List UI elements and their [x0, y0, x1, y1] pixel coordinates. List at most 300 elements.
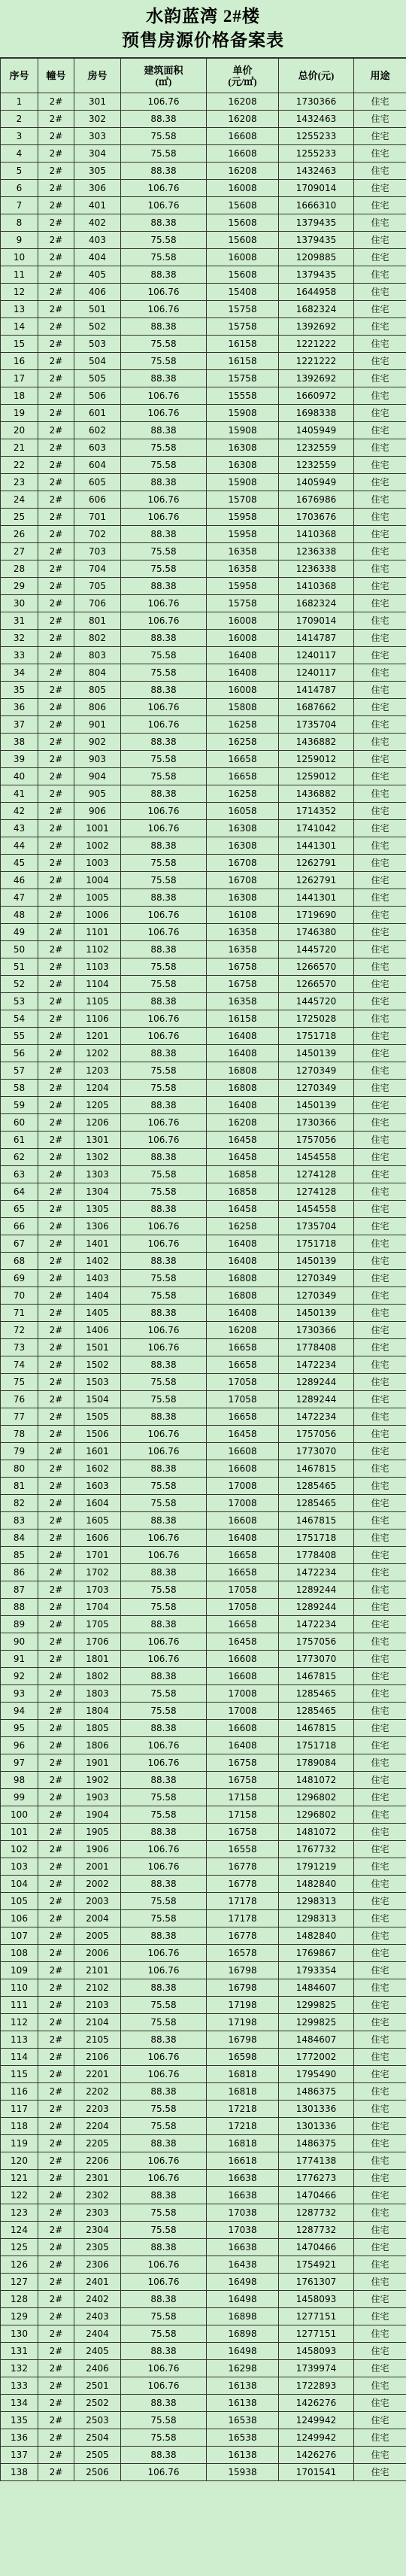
cell-room: 2204: [74, 2118, 121, 2135]
cell-area: 88.38: [121, 1564, 207, 1581]
cell-building: 2#: [38, 1114, 74, 1132]
cell-total: 1467815: [279, 1512, 354, 1530]
cell-price: 16358: [207, 993, 279, 1010]
cell-room: 2503: [74, 2412, 121, 2429]
table-row: [1, 439, 406, 457]
cell-area: 88.38: [121, 785, 207, 803]
cell-total: 1481072: [279, 1824, 354, 1841]
cell-use: 住宅: [354, 976, 406, 993]
cell-seq: 116: [1, 2083, 38, 2101]
cell-use: 住宅: [354, 560, 406, 578]
cell-seq: 98: [1, 1772, 38, 1789]
cell-area: 88.38: [121, 1720, 207, 1737]
table-row: [1, 1530, 406, 1547]
cell-area: 88.38: [121, 1356, 207, 1374]
table-row: [1, 2118, 406, 2135]
cell-area: 106.76: [121, 2066, 207, 2083]
cell-area: 88.38: [121, 266, 207, 284]
cell-total: 1687662: [279, 699, 354, 716]
cell-price: 16578: [207, 1945, 279, 1962]
cell-seq: 125: [1, 2239, 38, 2256]
table-row: [1, 318, 406, 336]
cell-total: 1270349: [279, 1270, 354, 1287]
table-row: [1, 2101, 406, 2118]
cell-area: 75.58: [121, 2014, 207, 2031]
cell-building: 2#: [38, 1772, 74, 1789]
cell-price: 16798: [207, 1979, 279, 1997]
cell-building: 2#: [38, 1703, 74, 1720]
cell-seq: 120: [1, 2152, 38, 2170]
cell-area: 88.38: [121, 2135, 207, 2152]
table-row: [1, 2412, 406, 2429]
cell-total: 1236338: [279, 543, 354, 560]
cell-seq: 87: [1, 1581, 38, 1599]
cell-use: 住宅: [354, 855, 406, 872]
cell-building: 2#: [38, 1512, 74, 1530]
cell-room: 1806: [74, 1737, 121, 1754]
cell-total: 1287732: [279, 2204, 354, 2222]
cell-room: 1101: [74, 924, 121, 941]
document-title: [0, 0, 406, 58]
cell-area: 75.58: [121, 872, 207, 889]
table-row: [1, 526, 406, 543]
cell-use: 住宅: [354, 249, 406, 266]
cell-building: 2#: [38, 1097, 74, 1114]
header-area: 建筑面积 (㎡): [121, 59, 207, 93]
cell-room: 606: [74, 491, 121, 509]
table-row: [1, 2049, 406, 2066]
cell-room: 1504: [74, 1391, 121, 1408]
cell-use: 住宅: [354, 2360, 406, 2377]
cell-total: 1410368: [279, 526, 354, 543]
cell-area: 75.58: [121, 1270, 207, 1287]
cell-room: 401: [74, 197, 121, 214]
cell-room: 2006: [74, 1945, 121, 1962]
cell-seq: 65: [1, 1201, 38, 1218]
cell-seq: 85: [1, 1547, 38, 1564]
cell-seq: 10: [1, 249, 38, 266]
cell-seq: 132: [1, 2360, 38, 2377]
cell-price: 15908: [207, 422, 279, 439]
cell-price: 16458: [207, 1149, 279, 1166]
cell-room: 1102: [74, 941, 121, 958]
cell-price: 16008: [207, 180, 279, 197]
cell-area: 75.58: [121, 249, 207, 266]
cell-seq: 72: [1, 1322, 38, 1339]
table-row: [1, 1028, 406, 1045]
cell-price: 16408: [207, 1028, 279, 1045]
table-row: [1, 249, 406, 266]
cell-seq: 102: [1, 1841, 38, 1858]
cell-building: 2#: [38, 214, 74, 232]
cell-building: 2#: [38, 387, 74, 405]
cell-total: 1289244: [279, 1599, 354, 1616]
cell-seq: 105: [1, 1893, 38, 1910]
cell-area: 106.76: [121, 2274, 207, 2291]
cell-seq: 110: [1, 1979, 38, 1997]
cell-area: 75.58: [121, 1166, 207, 1183]
cell-use: 住宅: [354, 716, 406, 734]
cell-use: 住宅: [354, 1305, 406, 1322]
cell-total: 1698338: [279, 405, 354, 422]
cell-use: 住宅: [354, 889, 406, 907]
cell-total: 1299825: [279, 2014, 354, 2031]
cell-total: 1644958: [279, 284, 354, 301]
cell-building: 2#: [38, 976, 74, 993]
cell-use: 住宅: [354, 907, 406, 924]
cell-price: 16408: [207, 1737, 279, 1754]
table-row: [1, 163, 406, 180]
cell-building: 2#: [38, 682, 74, 699]
cell-total: 1414787: [279, 630, 354, 647]
cell-area: 88.38: [121, 734, 207, 751]
cell-room: 2106: [74, 2049, 121, 2066]
cell-price: 16208: [207, 111, 279, 128]
cell-use: 住宅: [354, 1789, 406, 1806]
cell-price: 16008: [207, 612, 279, 630]
cell-room: 1503: [74, 1374, 121, 1391]
cell-seq: 9: [1, 232, 38, 249]
cell-use: 住宅: [354, 699, 406, 716]
cell-area: 75.58: [121, 2325, 207, 2343]
cell-total: 1266570: [279, 976, 354, 993]
cell-price: 16058: [207, 803, 279, 820]
table-row: [1, 2325, 406, 2343]
cell-total: 1701541: [279, 2464, 354, 2481]
cell-room: 705: [74, 578, 121, 595]
cell-seq: 117: [1, 2101, 38, 2118]
cell-building: 2#: [38, 1616, 74, 1633]
cell-building: 2#: [38, 111, 74, 128]
cell-total: 1436882: [279, 785, 354, 803]
cell-area: 75.58: [121, 439, 207, 457]
cell-area: 106.76: [121, 1754, 207, 1772]
cell-building: 2#: [38, 509, 74, 526]
cell-total: 1757056: [279, 1426, 354, 1443]
cell-price: 15758: [207, 301, 279, 318]
table-row: [1, 1235, 406, 1253]
cell-price: 16658: [207, 768, 279, 785]
cell-use: 住宅: [354, 1512, 406, 1530]
cell-building: 2#: [38, 1547, 74, 1564]
cell-room: 802: [74, 630, 121, 647]
cell-room: 502: [74, 318, 121, 336]
cell-use: 住宅: [354, 1218, 406, 1235]
cell-area: 75.58: [121, 2101, 207, 2118]
cell-building: 2#: [38, 1858, 74, 1876]
cell-total: 1236338: [279, 560, 354, 578]
cell-use: 住宅: [354, 526, 406, 543]
cell-seq: 25: [1, 509, 38, 526]
table-row: [1, 2204, 406, 2222]
cell-seq: 104: [1, 1876, 38, 1893]
cell-use: 住宅: [354, 1391, 406, 1408]
cell-area: 106.76: [121, 2256, 207, 2274]
cell-building: 2#: [38, 491, 74, 509]
cell-building: 2#: [38, 1235, 74, 1253]
cell-seq: 136: [1, 2429, 38, 2447]
cell-seq: 121: [1, 2170, 38, 2187]
cell-use: 住宅: [354, 2239, 406, 2256]
cell-price: 16008: [207, 682, 279, 699]
cell-price: 16778: [207, 1927, 279, 1945]
table-row: [1, 647, 406, 664]
cell-price: 15558: [207, 387, 279, 405]
cell-building: 2#: [38, 197, 74, 214]
cell-total: 1709014: [279, 612, 354, 630]
cell-total: 1232559: [279, 457, 354, 474]
cell-room: 1304: [74, 1183, 121, 1201]
cell-use: 住宅: [354, 439, 406, 457]
table-row: [1, 1927, 406, 1945]
cell-room: 406: [74, 284, 121, 301]
cell-building: 2#: [38, 318, 74, 336]
cell-area: 88.38: [121, 993, 207, 1010]
cell-room: 1402: [74, 1253, 121, 1270]
cell-price: 16658: [207, 1564, 279, 1581]
cell-room: 1001: [74, 820, 121, 837]
cell-room: 901: [74, 716, 121, 734]
cell-room: 2502: [74, 2395, 121, 2412]
cell-seq: 56: [1, 1045, 38, 1062]
cell-room: 405: [74, 266, 121, 284]
cell-use: 住宅: [354, 734, 406, 751]
cell-price: 16758: [207, 1772, 279, 1789]
cell-use: 住宅: [354, 751, 406, 768]
cell-area: 75.58: [121, 2429, 207, 2447]
cell-seq: 60: [1, 1114, 38, 1132]
cell-price: 16818: [207, 2083, 279, 2101]
cell-seq: 53: [1, 993, 38, 1010]
cell-room: 2004: [74, 1910, 121, 1927]
cell-building: 2#: [38, 1408, 74, 1426]
cell-room: 1803: [74, 1685, 121, 1703]
cell-price: 16158: [207, 336, 279, 353]
cell-room: 2402: [74, 2291, 121, 2308]
cell-room: 1104: [74, 976, 121, 993]
cell-use: 住宅: [354, 1616, 406, 1633]
cell-total: 1789084: [279, 1754, 354, 1772]
cell-use: 住宅: [354, 163, 406, 180]
cell-area: 88.38: [121, 1979, 207, 1997]
cell-price: 16408: [207, 664, 279, 682]
cell-seq: 90: [1, 1633, 38, 1651]
cell-building: 2#: [38, 630, 74, 647]
cell-price: 16658: [207, 1408, 279, 1426]
cell-area: 88.38: [121, 682, 207, 699]
cell-price: 15608: [207, 214, 279, 232]
table-row: [1, 1132, 406, 1149]
cell-use: 住宅: [354, 111, 406, 128]
cell-use: 住宅: [354, 872, 406, 889]
cell-seq: 14: [1, 318, 38, 336]
cell-use: 住宅: [354, 1564, 406, 1581]
cell-room: 506: [74, 387, 121, 405]
cell-seq: 32: [1, 630, 38, 647]
cell-building: 2#: [38, 93, 74, 111]
table-row: [1, 2135, 406, 2152]
cell-total: 1379435: [279, 266, 354, 284]
cell-area: 75.58: [121, 2118, 207, 2135]
cell-area: 106.76: [121, 716, 207, 734]
cell-seq: 34: [1, 664, 38, 682]
cell-price: 17038: [207, 2204, 279, 2222]
cell-room: 1205: [74, 1097, 121, 1114]
cell-building: 2#: [38, 249, 74, 266]
cell-building: 2#: [38, 1754, 74, 1772]
cell-price: 16898: [207, 2325, 279, 2343]
cell-area: 88.38: [121, 2395, 207, 2412]
cell-area: 106.76: [121, 387, 207, 405]
cell-area: 75.58: [121, 457, 207, 474]
cell-seq: 93: [1, 1685, 38, 1703]
cell-area: 75.58: [121, 353, 207, 370]
table-row: [1, 907, 406, 924]
cell-building: 2#: [38, 1253, 74, 1270]
cell-building: 2#: [38, 266, 74, 284]
cell-seq: 89: [1, 1616, 38, 1633]
cell-room: 1005: [74, 889, 121, 907]
cell-area: 88.38: [121, 1253, 207, 1270]
table-row: [1, 2256, 406, 2274]
cell-total: 1301336: [279, 2101, 354, 2118]
table-row: [1, 716, 406, 734]
cell-building: 2#: [38, 2274, 74, 2291]
cell-building: 2#: [38, 2239, 74, 2256]
cell-room: 1302: [74, 1149, 121, 1166]
cell-total: 1232559: [279, 439, 354, 457]
cell-total: 1751718: [279, 1028, 354, 1045]
cell-use: 住宅: [354, 1581, 406, 1599]
cell-use: 住宅: [354, 1426, 406, 1443]
cell-area: 75.58: [121, 768, 207, 785]
header-use: 用途: [354, 59, 406, 93]
table-row: [1, 405, 406, 422]
cell-room: 503: [74, 336, 121, 353]
cell-room: 1902: [74, 1772, 121, 1789]
cell-room: 903: [74, 751, 121, 768]
table-row: [1, 1979, 406, 1997]
cell-total: 1482840: [279, 1927, 354, 1945]
cell-area: 106.76: [121, 509, 207, 526]
cell-room: 505: [74, 370, 121, 387]
table-row: [1, 1408, 406, 1426]
table-row: [1, 612, 406, 630]
cell-building: 2#: [38, 405, 74, 422]
cell-building: 2#: [38, 560, 74, 578]
cell-building: 2#: [38, 1979, 74, 1997]
cell-total: 1481072: [279, 1772, 354, 1789]
cell-total: 1298313: [279, 1893, 354, 1910]
cell-seq: 57: [1, 1062, 38, 1080]
cell-room: 2103: [74, 1997, 121, 2014]
cell-total: 1682324: [279, 301, 354, 318]
cell-building: 2#: [38, 1045, 74, 1062]
cell-building: 2#: [38, 1443, 74, 1460]
table-row: [1, 1893, 406, 1910]
table-row: [1, 1858, 406, 1876]
cell-area: 75.58: [121, 1581, 207, 1599]
cell-room: 403: [74, 232, 121, 249]
cell-total: 1484607: [279, 1979, 354, 1997]
cell-use: 住宅: [354, 1547, 406, 1564]
cell-building: 2#: [38, 457, 74, 474]
cell-use: 住宅: [354, 2118, 406, 2135]
cell-room: 1305: [74, 1201, 121, 1218]
table-row: [1, 93, 406, 111]
cell-seq: 75: [1, 1374, 38, 1391]
cell-total: 1287732: [279, 2222, 354, 2239]
cell-use: 住宅: [354, 664, 406, 682]
cell-total: 1255233: [279, 128, 354, 145]
cell-area: 75.58: [121, 1374, 207, 1391]
cell-area: 88.38: [121, 1616, 207, 1633]
cell-price: 16458: [207, 1633, 279, 1651]
cell-seq: 48: [1, 907, 38, 924]
cell-use: 住宅: [354, 422, 406, 439]
cell-building: 2#: [38, 1270, 74, 1287]
cell-room: 906: [74, 803, 121, 820]
cell-price: 16638: [207, 2239, 279, 2256]
cell-total: 1441301: [279, 889, 354, 907]
title-line-2: 预售房源价格备案表: [122, 31, 284, 50]
cell-total: 1467815: [279, 1460, 354, 1478]
cell-total: 1301336: [279, 2118, 354, 2135]
table-row: [1, 976, 406, 993]
table-row: [1, 2308, 406, 2325]
cell-seq: 13: [1, 301, 38, 318]
table-row: [1, 543, 406, 560]
cell-use: 住宅: [354, 1339, 406, 1356]
cell-price: 16608: [207, 1720, 279, 1737]
cell-use: 住宅: [354, 266, 406, 284]
table-row: [1, 2239, 406, 2256]
cell-seq: 128: [1, 2291, 38, 2308]
cell-seq: 134: [1, 2395, 38, 2412]
cell-seq: 22: [1, 457, 38, 474]
cell-area: 88.38: [121, 1460, 207, 1478]
cell-price: 15908: [207, 474, 279, 491]
cell-use: 住宅: [354, 2083, 406, 2101]
table-row: [1, 1322, 406, 1339]
cell-use: 住宅: [354, 336, 406, 353]
cell-total: 1445720: [279, 993, 354, 1010]
cell-room: 803: [74, 647, 121, 664]
cell-seq: 61: [1, 1132, 38, 1149]
cell-price: 17008: [207, 1495, 279, 1512]
table-row: [1, 370, 406, 387]
cell-use: 住宅: [354, 543, 406, 560]
cell-building: 2#: [38, 1564, 74, 1581]
table-row: [1, 1945, 406, 1962]
cell-use: 住宅: [354, 1876, 406, 1893]
cell-room: 1702: [74, 1564, 121, 1581]
cell-building: 2#: [38, 1668, 74, 1685]
table-row: [1, 803, 406, 820]
cell-room: 1706: [74, 1633, 121, 1651]
cell-use: 住宅: [354, 180, 406, 197]
table-row: [1, 1737, 406, 1754]
cell-building: 2#: [38, 1876, 74, 1893]
table-row: [1, 491, 406, 509]
cell-room: 1904: [74, 1806, 121, 1824]
cell-seq: 3: [1, 128, 38, 145]
cell-room: 1303: [74, 1166, 121, 1183]
cell-area: 106.76: [121, 2377, 207, 2395]
cell-seq: 84: [1, 1530, 38, 1547]
cell-price: 15608: [207, 266, 279, 284]
cell-area: 106.76: [121, 93, 207, 111]
